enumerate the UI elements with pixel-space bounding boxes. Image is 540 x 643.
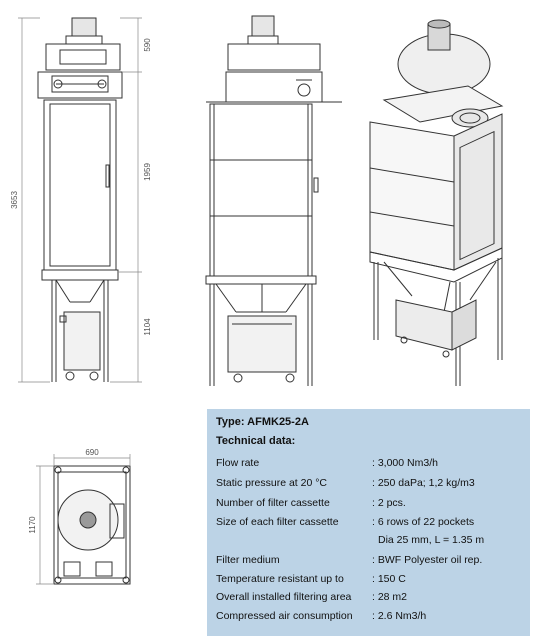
spec-row-temperature [216,573,526,591]
dimension-body-height: 1959 [143,163,152,181]
spec-row-filter-cassette-size [216,516,526,534]
front-view [38,18,122,382]
type-label: Type: AFMK25-2A [216,416,309,428]
dimension-legs-height: 1104 [143,318,152,336]
spec-row-filter-cassette-count [216,497,526,515]
dimension-top-width: 690 [85,448,99,457]
dimension-top-depth: 1170 [28,516,37,534]
spec-value: : 250 daPa; 1,2 kg/m3 [372,477,475,489]
spec-value: : 28 m2 [372,591,408,603]
spec-row-compressed-air [216,610,526,628]
spec-label: Overall installed filtering area [216,591,352,603]
dimension-total-height: 3653 [10,191,19,209]
side-view [206,16,342,386]
spec-row-filtering-area [216,591,526,609]
spec-label: Size of each filter cassette [216,516,339,528]
top-view [54,466,130,584]
spec-value: : BWF Polyester oil rep. [372,554,483,566]
spec-value: : 3,000 Nm3/h [372,457,438,469]
spec-value: : 6 rows of 22 pockets [372,516,475,528]
spec-value: : 150 C [372,573,406,585]
spec-label: Temperature resistant up to [216,573,344,585]
spec-value: : 2 pcs. [372,497,406,509]
spec-row-filter-medium [216,554,526,572]
spec-label: Number of filter cassette [216,497,330,509]
spec-panel [207,409,530,636]
spec-row-filter-cassette-size-cont [216,534,526,552]
dimension-fan-height: 590 [143,38,152,52]
spec-label: Compressed air consumption [216,610,353,622]
spec-label: Static pressure at 20 °C [216,477,327,489]
spec-value: Dia 25 mm, L = 1.35 m [378,534,485,546]
technical-heading: Technical data: [216,435,296,447]
isometric-view [370,20,502,386]
spec-row-static-pressure [216,477,526,495]
spec-value: : 2.6 Nm3/h [372,610,427,622]
spec-label: Flow rate [216,457,260,469]
spec-row-flow-rate [216,457,526,475]
spec-label: Filter medium [216,554,280,566]
